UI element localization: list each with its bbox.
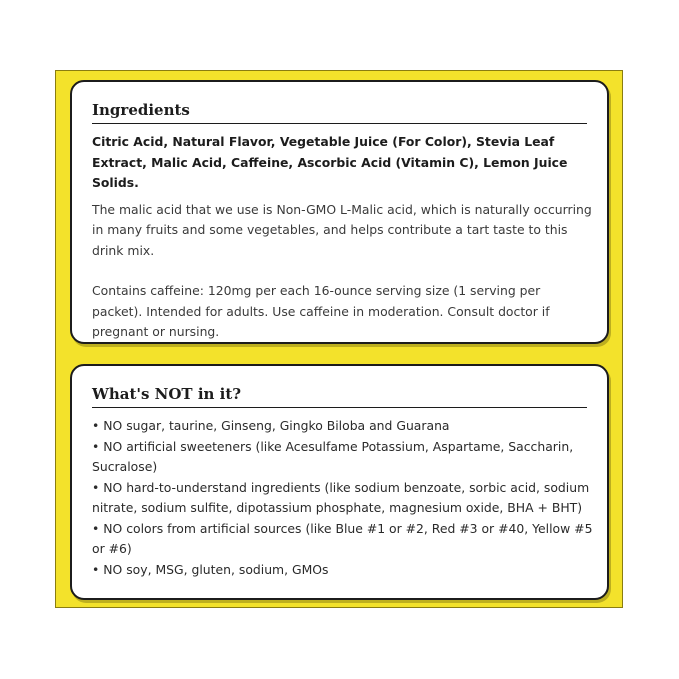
list-item: • NO artificial sweeteners (like Acesulfame Potassium, Aspartame, Saccharin, Sucralose) [92, 438, 574, 474]
not-in-it-body [92, 416, 593, 580]
not-in-it-list [92, 416, 593, 580]
list-item: • NO hard-to-understand ingredients (like sodium benzoate, sorbic acid, sodium nitrate, sodium sulfite, dipotassium phosphate, magnesium oxide, BHA + BHT) [92, 479, 590, 515]
list-item: • NO sugar, taurine, Ginseng, Gingko Biloba and Guarana [92, 418, 450, 433]
list-item: • NO soy, MSG, gluten, sodium, GMOs [92, 561, 329, 577]
caffeine-paragraph: Contains caffeine: 120mg per each 16-ounce serving size (1 serving per packet). Intended for adults. Use caffeine in moderation. Consult doctor if pregnant or nursing. [92, 283, 550, 339]
not-in-it-card [70, 364, 609, 600]
yellow-background-panel [55, 70, 623, 608]
ingredients-body [92, 132, 593, 343]
list-item: • NO colors from artificial sources (like Blue #1 or #2, Red #3 or #40, Yellow #5 or #6) [92, 520, 593, 556]
ingredients-list-text: Citric Acid, Natural Flavor, Vegetable Juice (For Color), Stevia Leaf Extract, Malic Acid, Caffeine, Ascorbic Acid (Vitamin C), Lemon Juice Solids. [92, 134, 568, 190]
not-in-it-title: What's NOT in it? [92, 384, 587, 408]
ingredients-title: Ingredients [92, 100, 587, 124]
malic-acid-paragraph: The malic acid that we use is Non-GMO L-Malic acid, which is naturally occurring in many fruits and some vegetables, and helps contribute a tart taste to this drink mix. [92, 201, 592, 258]
ingredients-card [70, 80, 609, 344]
